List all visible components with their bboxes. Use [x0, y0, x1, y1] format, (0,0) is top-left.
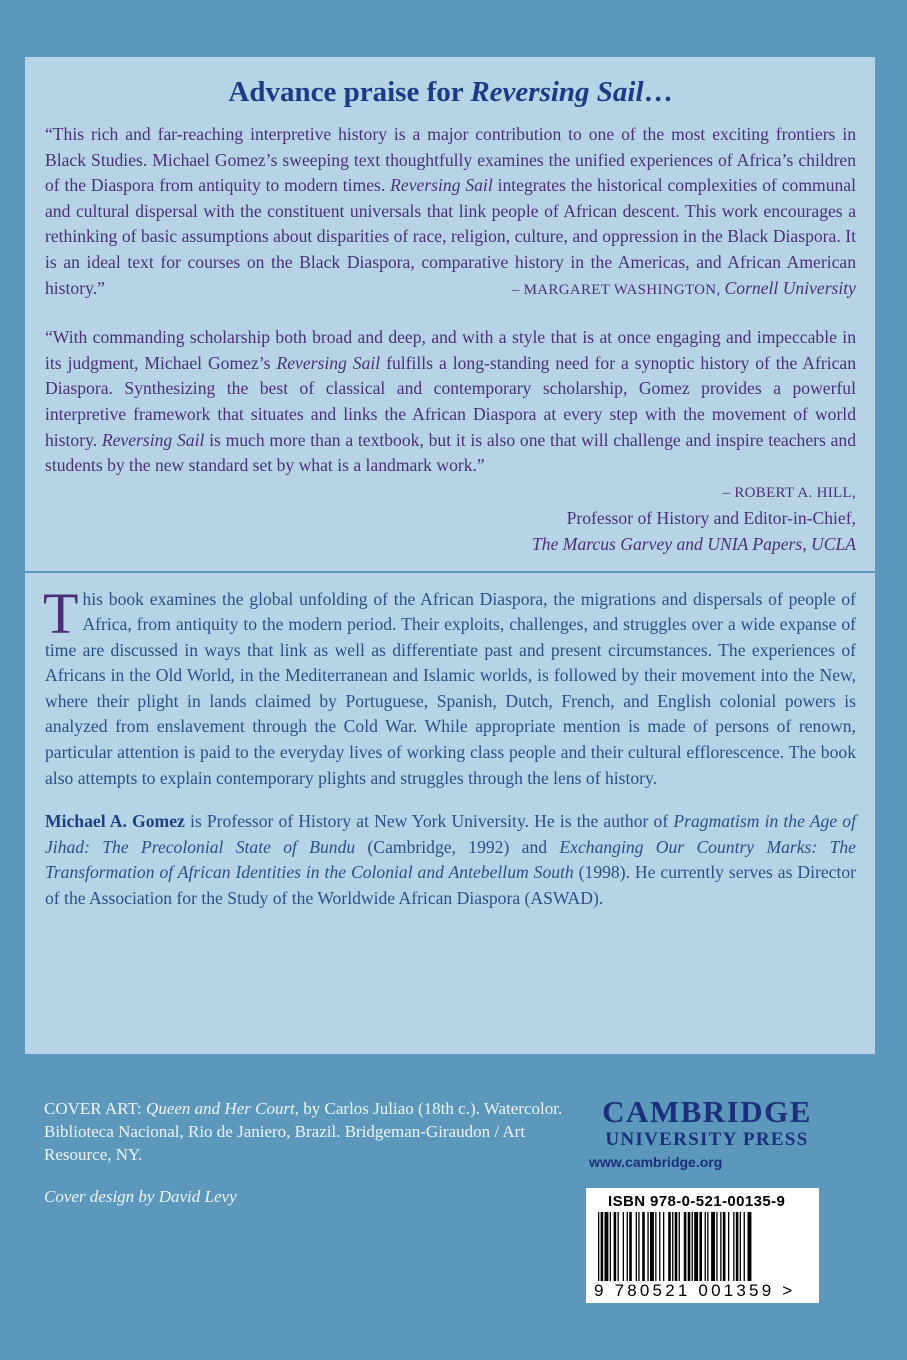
quote1-text-a: “This rich and far-reaching interpretive history is a major contribution to one of the most exciting frontiers in Black Studies. Michael Gomez’s sweeping text thoughtfully examines the unified experiences of Africa’s children of the Diaspora from antiquity to modern times.: [45, 124, 856, 196]
quote2-role: Professor of History and Editor-in-Chief,: [566, 508, 856, 529]
publisher-name: CAMBRIDGE: [602, 1094, 812, 1129]
description-text: his book examines the global unfolding of the African Diaspora, the migrations and dispersals of people of Africa, from antiquity to the modern period. Their exploits, challenges, and struggles over a wide expanse of time are discussed in ways that link as well as differentiate past and present circumstances. The experiences of Africans in the Old World, in the Mediterranean and Islamic worlds, is followed by their movement into the New, where their plight in lands claimed by Portuguese, Spanish, Dutch, French, and English colonial powers is analyzed from enslavement through the Cold War. While appropriate mention is made of persons of renown, particular attention is paid to the everyday lives of working class people and their cultural efflorescence. The book also attempts to explain contemporary plights and struggles through the lens of history.: [45, 588, 856, 788]
ean-number: 9 780521 001359 >: [594, 1281, 796, 1300]
quote2-text-c: is much more than a textbook, but it is also one that will challenge and inspire teachers and students by the new standard set by what is a landmark work.”: [45, 429, 856, 476]
heading-suffix: …: [643, 76, 673, 108]
bio-book-1: Pragmatism in the Age of Jihad: The Precolonial State of Bundu: [45, 811, 856, 857]
isbn-number: ISBN 978-0-521-00135-9: [608, 1193, 786, 1210]
section-divider: [25, 571, 875, 573]
quote-hill: [45, 325, 856, 479]
bio-text-a: is Professor of History at New York University. He is the author of: [184, 811, 674, 832]
publisher-press: UNIVERSITY PRESS: [605, 1129, 809, 1150]
praise-heading: [45, 75, 856, 109]
drop-cap: T: [43, 580, 79, 646]
bio-book-2: Exchanging Our Country Marks: The Transformation of African Identities in the Colonial and Antebellum South: [45, 836, 856, 883]
quote-washington: [45, 122, 856, 301]
publisher-url: www.cambridge.org: [589, 1154, 723, 1170]
quote1-affiliation: Cornell University: [724, 277, 856, 298]
quote2-affiliation-text: The Marcus Garvey and UNIA Papers, UCLA: [532, 533, 856, 554]
quote1-author: – MARGARET WASHINGTON,: [511, 281, 725, 298]
quote2-affiliation: [45, 532, 856, 558]
quote2-book-title-1: Reversing Sail: [276, 352, 381, 373]
quote2-text-a: “With commanding scholarship both broad and deep, and with a style that is at once engaging and impeccable in its judgment, Michael Gomez’s: [45, 327, 856, 373]
publisher-logo: [587, 1096, 827, 1172]
book-description: [43, 580, 856, 792]
bio-text-c: (1998). He currently serves as Director of the Association for the Study of the Worldwide African Diaspora (ASWAD).: [45, 862, 856, 909]
praise-panel: [25, 57, 875, 1054]
quote1-attribution: [512, 276, 856, 304]
quote2-text-b: fulfills a long-standing need for a synoptic history of the African Diaspora. Synthesizing the best of classical and contemporary scholarship, Gomez provides a powerful interpretive framework that situates and links the African Diaspora at every step with the movement of world history.: [45, 352, 856, 450]
heading-book-title: Reversing Sail: [470, 76, 644, 108]
barcode-box: [586, 1188, 819, 1303]
heading-prefix: Advance praise for: [228, 76, 471, 108]
quote2-author-name: – ROBERT A. HILL,: [722, 484, 856, 501]
bio-text-b: (Cambridge, 1992) and: [355, 836, 560, 857]
quote2-book-title-2: Reversing Sail: [101, 429, 205, 450]
cover-art-text: , by Carlos Juliao (18th c.). Watercolor. Biblioteca Nacional, Rio de Janiero, Brazil. Bridgeman-Giraudon / Art Resource, NY.: [44, 1099, 563, 1164]
cover-art-credit: [44, 1097, 564, 1166]
quote1-text-b: integrates the historical complexities of communal and cultural dispersal with the constituent universals that link people of African descent. This work encourages a rethinking of basic assumptions about disparities of race, religion, culture, and oppression in the Black Diaspora. It is an ideal text for courses on the Black Diaspora, comparative history in the Americas, and African American history.”: [45, 175, 856, 298]
author-name: Michael A. Gomez: [45, 811, 185, 832]
quote2-author: [45, 479, 856, 507]
cover-art-label: COVER ART:: [44, 1099, 147, 1118]
cover-art-title: Queen and Her Court: [146, 1099, 295, 1118]
author-bio: [45, 809, 856, 911]
barcode-bars-icon: [594, 1212, 811, 1281]
cover-designer: Cover design by David Levy: [44, 1187, 237, 1206]
quote1-book-title: Reversing Sail: [390, 175, 493, 196]
